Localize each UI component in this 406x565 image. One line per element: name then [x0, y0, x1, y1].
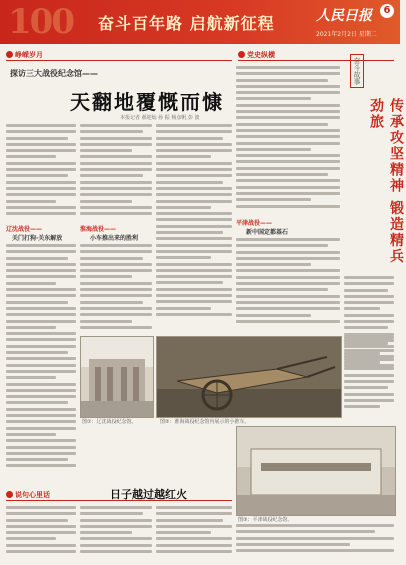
section-label-right [238, 50, 275, 59]
article-headline: 天翻地覆慨而慷 [70, 90, 224, 114]
section-label-bottom [6, 490, 50, 499]
museum-building-image [81, 337, 153, 417]
photo-caption: 图①：辽沈战役纪念馆。 [82, 419, 137, 425]
photo-liaoshen-museum [80, 336, 154, 418]
article-text-column [80, 244, 152, 334]
article-text-column [344, 336, 394, 420]
photo-caption: 图③：平津战役纪念馆。 [238, 517, 293, 523]
vertical-title: 传承攻坚精神 锻造精兵劲旅 [368, 98, 404, 265]
article-text-column [80, 124, 152, 220]
article-text-column [236, 238, 340, 330]
vertical-title-block [346, 98, 404, 268]
kicker-label: 淮海战役—— [80, 226, 117, 233]
photo-pingjin-museum [236, 426, 396, 516]
issue-date: 2021年2月2日 星期二 [316, 31, 377, 38]
kicker-liaoshen [6, 224, 42, 233]
article-text-column [80, 506, 152, 562]
column-tag: 奋斗故事 [350, 54, 364, 88]
page-banner [0, 0, 400, 44]
article-text-column [6, 124, 76, 220]
divider [238, 60, 394, 61]
page-number: 6 [380, 4, 394, 18]
article-text-column [6, 506, 76, 562]
banner-title: 奋斗百年路 启航新征程 [98, 14, 275, 33]
section-label-text: 党史纵横 [247, 51, 275, 59]
section-bullet-icon [238, 51, 245, 58]
kicker-pingjin-title: 新中国定都基石 [246, 229, 289, 236]
divider [6, 60, 232, 61]
section-label-text: 峥嵘岁月 [15, 51, 43, 59]
newspaper-masthead-logo: 人民日报 [316, 8, 372, 24]
kicker-huaihai [80, 224, 116, 233]
section-label-left [6, 50, 43, 59]
bottom-article-title: 日子越过越红火 [110, 488, 187, 501]
memorial-wall-image [237, 427, 395, 515]
article-byline: 本报记者 郝迎灿 孙 振 杨彦帆 彭 波 [120, 115, 200, 121]
section-bullet-icon [6, 491, 13, 498]
article-text-column [6, 244, 76, 484]
kicker-liaoshen-title: 关门打狗·关东解放 [12, 235, 63, 242]
wheelbarrow-image [157, 337, 341, 417]
photo-caption: 图②：淮海战役纪念馆内展示的小推车。 [160, 419, 250, 425]
kicker-label: 辽沈战役—— [6, 226, 43, 233]
article-text-column [236, 66, 340, 216]
kicker-pingjin [236, 218, 272, 227]
kicker-label: 平津战役—— [236, 220, 273, 227]
article-text-column [156, 506, 232, 562]
centenary-watermark: 100 [8, 2, 73, 42]
photo-wheelbarrow [156, 336, 342, 418]
section-bullet-icon [6, 51, 13, 58]
article-text-column [156, 124, 232, 330]
kicker-huaihai-title: 小车推出来的胜利 [90, 235, 139, 242]
section-label-text: 说句心里话 [15, 491, 50, 499]
article-text-column [236, 524, 394, 562]
article-subhead: 探访三大战役纪念馆—— [10, 69, 98, 78]
